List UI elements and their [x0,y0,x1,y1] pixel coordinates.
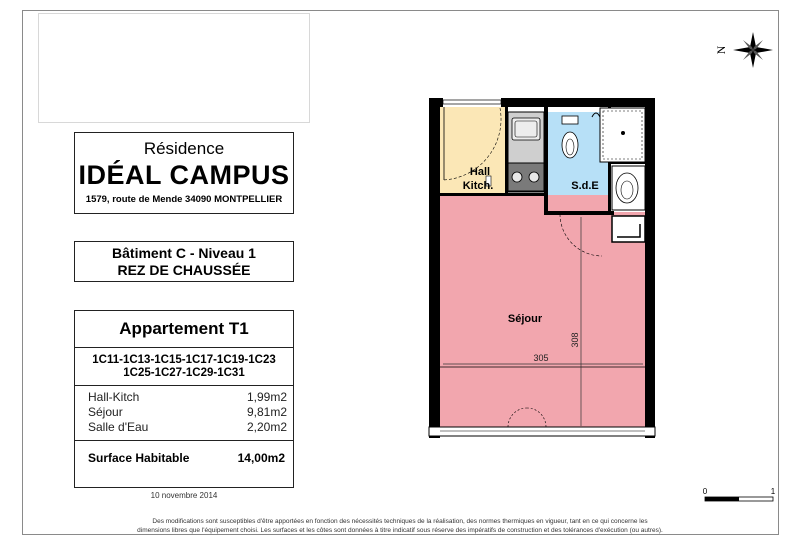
residence-name: IDÉAL CAMPUS [78,160,290,190]
wall [429,98,440,438]
disclaimer [80,517,720,535]
sejour-label: Séjour [507,313,543,325]
apartment-codes-line1: 1C11-1C13-1C15-1C17-1C19-1C23 [92,354,276,366]
building-floor: REZ DE CHAUSSÉE [117,262,251,278]
building-level: Bâtiment C - Niveau 1 [112,245,256,261]
plan-date: 10 novembre 2014 [150,491,218,500]
wall [440,193,547,196]
area-value: 2,20m2 [246,420,287,434]
sde-label: S.d.E [571,180,599,192]
total-area-value: 14,00m2 [237,451,285,465]
scale-end: 1 [770,487,776,496]
hall-kitch-label: Hall [469,166,491,178]
north-label: N [714,45,728,55]
area-value: 9,81m2 [246,405,287,419]
washbasin-icon [616,173,638,203]
wall [544,107,548,214]
apartment-codes-line2: 1C25-1C27-1C29-1C31 [123,367,245,379]
residence-label: Résidence [143,139,225,158]
disclaimer-line: dimensions libres que l'équipement choisi. Les surfaces et les côtes sont données à titre indicatif sous réserve des impératifs de construction et des tolérances d'exécution (ou autres). [137,527,663,534]
wall [645,98,655,438]
disclaimer-line: Des modifications sont susceptibles d'être apportées en fonction des nécessités techniques de la réalisation, des normes thermiques en vigueur, tant en ce qui concerne les [152,518,648,525]
total-area-label: Surface Habitable [88,451,190,465]
area-value: 1,99m2 [246,390,287,404]
width-dimension: 305 [533,353,549,363]
scale-start: 0 [702,487,708,496]
area-room: Salle d'Eau [88,420,149,434]
area-room: Hall-Kitch [88,390,140,404]
hall-kitch-label: Kitch. [462,180,494,192]
scale-bar [700,484,780,504]
area-room: Séjour [88,405,123,419]
north-arrow-icon [705,28,775,78]
door-opening [443,100,501,104]
shower-drain [621,131,625,135]
toilet-tank [562,116,578,124]
hob-burner [512,172,522,182]
wall [429,98,443,107]
residence-address: 1579, route de Mende 34090 MONTPELLIER [85,194,283,205]
window-sill [429,427,655,436]
hob-burner [529,172,539,182]
depth-dimension: 308 [570,332,580,348]
apartment-title: Appartement T1 [75,311,293,348]
scale-bar-fill [705,497,739,501]
shower-icon [600,108,645,162]
toilet-icon [562,132,578,158]
wall [501,98,655,107]
